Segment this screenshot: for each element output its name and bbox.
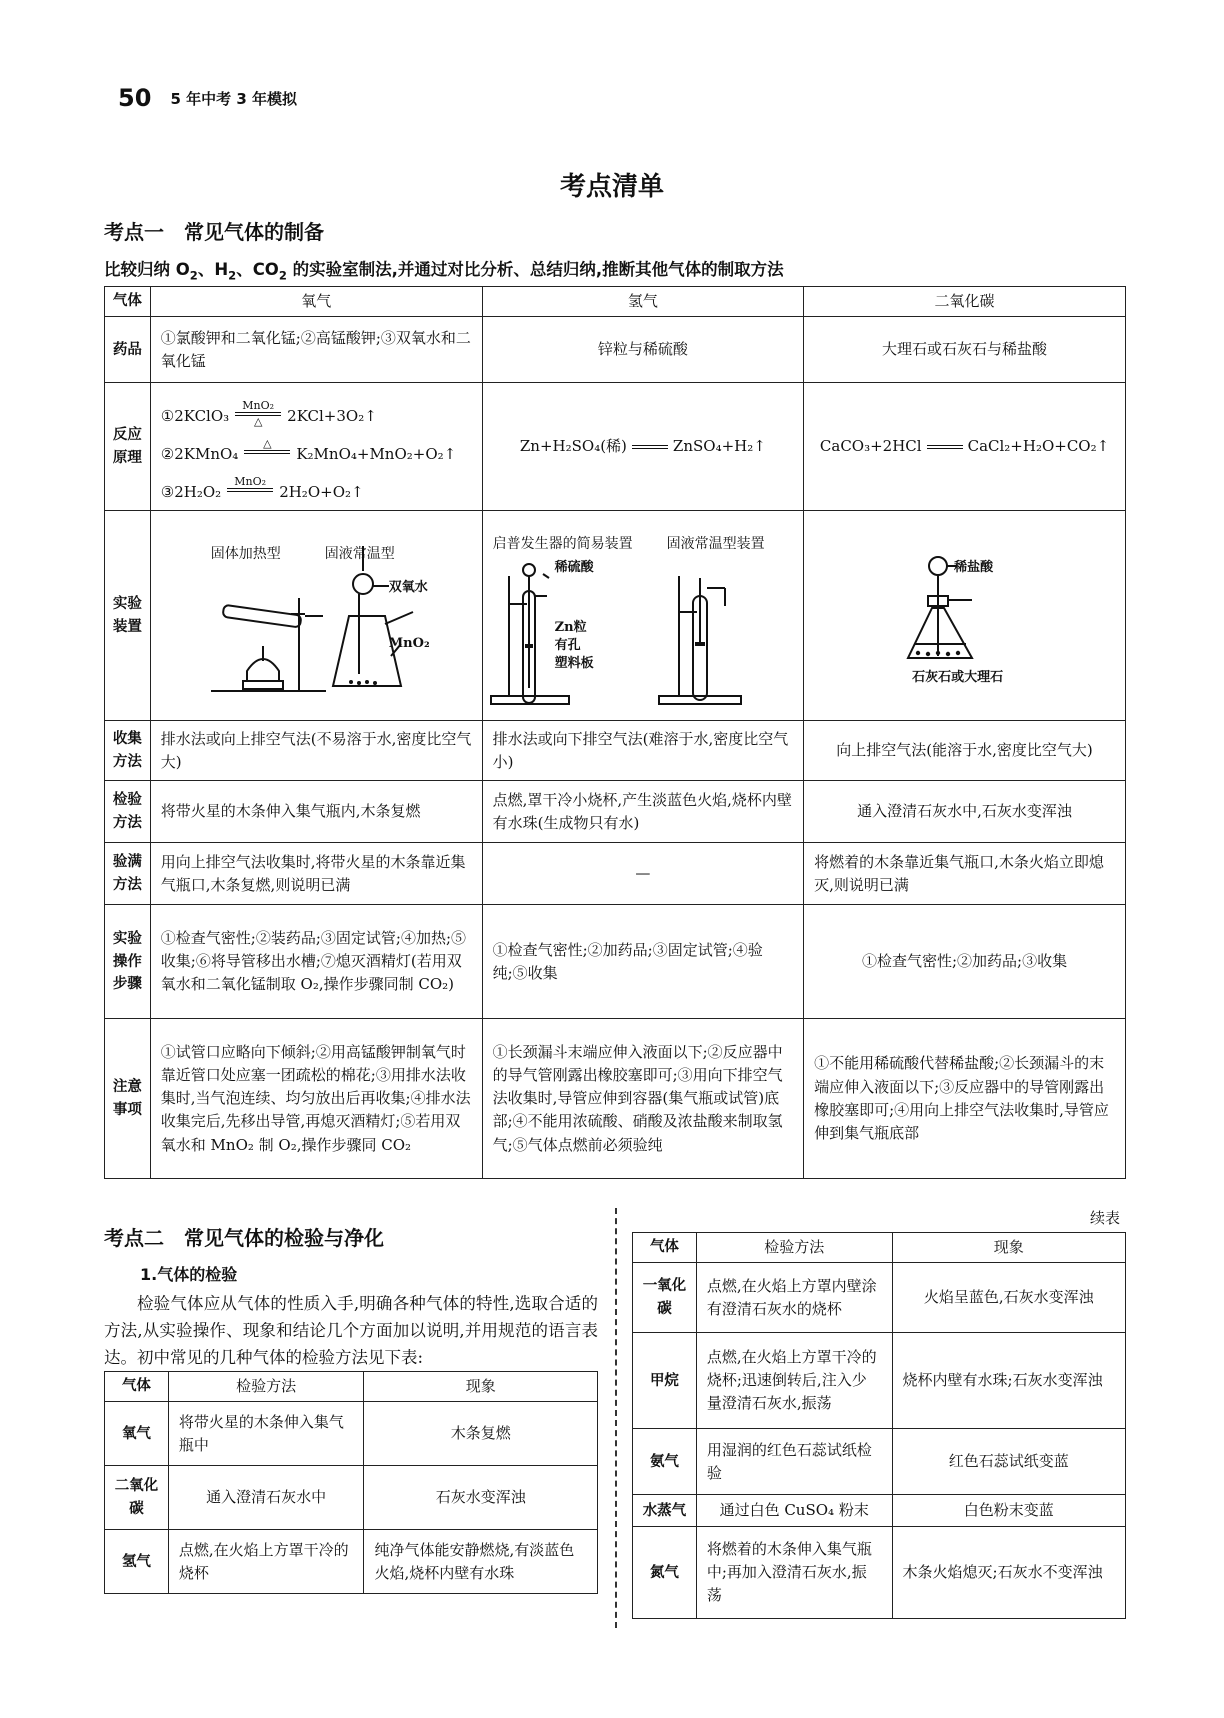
drugs-co2: 大理石或石灰石与稀盐酸 [804,317,1126,383]
row-label-drugs: 药品 [105,317,151,383]
right-header-method: 检验方法 [696,1233,892,1263]
test-hydrogen: 点燃,罩干冷小烧杯,产生淡蓝色火焰,烧杯内壁有水珠(生成物只有水) [482,781,803,843]
right-result-methane: 烧杯内壁有水珠;石灰水变浑浊 [892,1333,1125,1429]
left-gas-oxygen: 氧气 [105,1402,169,1466]
principle-hydrogen: Zn+H₂SO₄(稀) ZnSO₄+H₂↑ [482,383,803,511]
oxygen-apparatus-drawing [151,516,483,716]
equation-kclo3: ① 2KClO₃ MnO₂ △ 2KCl+3O₂↑ [160,398,377,428]
right-method-ammonia: 用湿润的红色石蕊试纸检验 [696,1429,892,1495]
book-title: 5 年中考 3 年模拟 [170,89,298,108]
drugs-hydrogen: 锌粒与稀硫酸 [482,317,803,383]
right-result-ammonia: 红色石蕊试纸变蓝 [892,1429,1125,1495]
principle-oxygen [150,383,482,511]
page-header [118,84,297,112]
row-label-apparatus: 实验装置 [105,511,151,721]
row-label-notes: 注意事项 [105,1019,151,1179]
right-gas-methane: 甲烷 [633,1333,697,1429]
section1-intro: 比较归纳 $O_2$、$H_2$、$CO_2$ 的实验室制法,并通过对比分析、总结归纳,推断其他气体的制取方法 [104,260,784,283]
right-gas-co: 一氧化碳 [633,1263,697,1333]
notes-hydrogen: ①长颈漏斗末端应伸入液面以下;②反应器中的导气管刚露出橡胶塞即可;③用向下排空气法收集时,导管应伸到容器(集气瓶或试管)底部;④不能用浓硫酸、硝酸及浓盐酸来制取氢气;⑤气体点燃前必须验纯 [482,1019,803,1179]
full-hydrogen: — [482,843,803,905]
full-oxygen: 用向上排空气法收集时,将带火星的木条靠近集气瓶口,木条复燃,则说明已满 [150,843,482,905]
principle-co2: CaCO₃+2HCl CaCl₂+H₂O+CO₂↑ [804,383,1126,511]
right-method-vapor: 通过白色 CuSO₄ 粉末 [696,1495,892,1527]
header-oxygen: 氧气 [150,287,482,317]
left-header-gas: 气体 [105,1372,169,1402]
right-method-methane: 点燃,在火焰上方罩干冷的烧杯;迅速倒转后,注入少量澄清石灰水,振荡 [696,1333,892,1429]
hydrogen-apparatus-drawing [483,516,805,716]
collect-co2: 向上排空气法(能溶于水,密度比空气大) [804,721,1126,781]
row-label-full: 验满方法 [105,843,151,905]
drugs-oxygen: ①氯酸钾和二氧化锰;②高锰酸钾;③双氧水和二氧化锰 [150,317,482,383]
section2-subheading: 1.气体的检验 [140,1265,238,1284]
test-oxygen: 将带火星的木条伸入集气瓶内,木条复燃 [150,781,482,843]
page-number: 50 [118,84,152,112]
test-co2: 通入澄清石灰水中,石灰水变浑浊 [804,781,1126,843]
steps-co2: ①检查气密性;②加药品;③收集 [804,905,1126,1019]
row-label-collect: 收集方法 [105,721,151,781]
row-label-steps: 实验操作步骤 [105,905,151,1019]
left-header-method: 检验方法 [168,1372,364,1402]
left-gas-co2: 二氧化碳 [105,1466,169,1530]
section2-paragraph: 检验气体应从气体的性质入手,明确各种气体的特性,选取合适的方法,从实验操作、现象和结论几个方面加以说明,并用规范的语言表达。初中常见的几种气体的检验方法见下表: [104,1294,598,1367]
equation-h2o2: ③ 2H₂O₂ MnO₂ 2H₂O+O₂↑ [160,474,364,501]
collect-oxygen: 排水法或向上排空气法(不易溶于水,密度比空气大) [150,721,482,781]
left-header-result: 现象 [364,1372,598,1402]
notes-co2: ①不能用稀硫酸代替稀盐酸;②长颈漏斗的末端应伸入液面以下;③反应器中的导管刚露出橡胶塞即可;④用向上排空气法收集时,导管应伸到集气瓶底部 [804,1019,1126,1179]
section2-heading: 考点二 常见气体的检验与净化 [104,1226,384,1250]
left-result-hydrogen: 纯净气体能安静燃烧,有淡蓝色火焰,烧杯内壁有水珠 [364,1530,598,1594]
left-result-oxygen: 木条复燃 [364,1402,598,1466]
header-hydrogen: 氢气 [482,287,803,317]
right-result-co: 火焰呈蓝色,石灰水变浑浊 [892,1263,1125,1333]
page-title: 考点清单 [559,172,664,202]
left-method-hydrogen: 点燃,在火焰上方罩干冷的烧杯 [168,1530,364,1594]
apparatus-hydrogen: 启普发生器的简易装置 固液常温型装置 稀硫酸 Zn粒 有孔 塑料板 [482,511,803,721]
gas-preparation-table [104,286,1126,1179]
collect-hydrogen: 排水法或向下排空气法(难溶于水,密度比空气小) [482,721,803,781]
right-result-nitrogen: 木条火焰熄灭;石灰水不变浑浊 [892,1527,1125,1619]
header-gas: 气体 [105,287,151,317]
left-method-oxygen: 将带火星的木条伸入集气瓶中 [168,1402,364,1466]
left-gas-hydrogen: 氢气 [105,1530,169,1594]
full-co2: 将燃着的木条靠近集气瓶口,木条火焰立即熄灭,则说明已满 [804,843,1126,905]
right-gas-ammonia: 氨气 [633,1429,697,1495]
gas-test-table-left [104,1371,598,1594]
gas-test-table-right [632,1232,1126,1619]
steps-oxygen: ①检查气密性;②装药品;③固定试管;④加热;⑤收集;⑥将导管移出水槽;⑦熄灭酒精灯(若用双氧水和二氧化锰制取 O₂,操作步骤同制 CO₂) [150,905,482,1019]
equation-kmno4: ② 2KMnO₄ △ K₂MnO₄+MnO₂+O₂↑ [160,436,457,463]
row-label-principle: 反应原理 [105,383,151,511]
left-result-co2: 石灰水变浑浊 [364,1466,598,1530]
column-divider [615,1208,617,1628]
left-method-co2: 通入澄清石灰水中 [168,1466,364,1530]
right-gas-vapor: 水蒸气 [633,1495,697,1527]
apparatus-co2: 稀盐酸 石灰石或大理石 [804,511,1126,721]
right-header-result: 现象 [892,1233,1125,1263]
right-method-nitrogen: 将燃着的木条伸入集气瓶中;再加入澄清石灰水,振荡 [696,1527,892,1619]
right-header-gas: 气体 [633,1233,697,1263]
apparatus-oxygen: 固体加热型 固液常温型 双氧水 MnO₂ [150,511,482,721]
section1-heading: 考点一 常见气体的制备 [104,220,324,244]
right-method-co: 点燃,在火焰上方罩内壁涂有澄清石灰水的烧杯 [696,1263,892,1333]
header-co2: 二氧化碳 [804,287,1126,317]
notes-oxygen: ①试管口应略向下倾斜;②用高锰酸钾制氧气时靠近管口处应塞一团疏松的棉花;③用排水法收集时,当气泡连续、均匀放出后再收集;④排水法收集完后,先移出导管,再熄灭酒精灯;⑤若用双氧水和 MnO₂ 制 O₂,操作步骤同 CO₂ [150,1019,482,1179]
row-label-test: 检验方法 [105,781,151,843]
steps-hydrogen: ①检查气密性;②加药品;③固定试管;④验纯;⑤收集 [482,905,803,1019]
continued-label: 续表 [1090,1209,1121,1227]
right-result-vapor: 白色粉末变蓝 [892,1495,1125,1527]
co2-apparatus-drawing [804,516,1126,716]
right-gas-nitrogen: 氮气 [633,1527,697,1619]
